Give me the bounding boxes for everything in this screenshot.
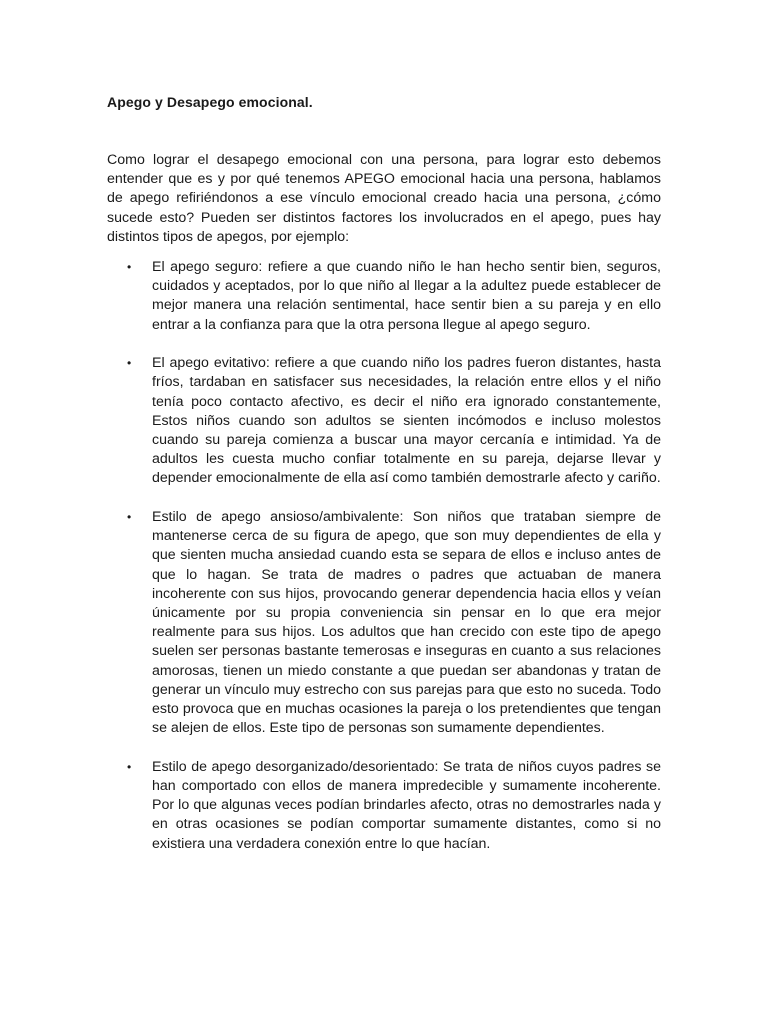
list-item-apego-ansioso-ambivalente — [127, 508, 661, 738]
list-item-apego-evitativo — [127, 354, 661, 488]
intro-paragraph: Como lograr el desapego emocional con una persona, para lograr esto debemos entender que es y por qué tenemos APEGO emocional hacia una persona, hablamos de apego refiriéndonos a ese vínculo emocional creado hacia una persona, ¿cómo sucede esto? Pueden ser distintos factores los involucrados en el apego, pues hay distintos tipos de apegos, por ejemplo: — [107, 152, 661, 245]
bullet-icon: • — [127, 759, 132, 774]
list-item-text: El apego seguro: refiere a que cuando niño le han hecho sentir bien, seguros, cuidados y aceptados, por lo que niño al llegar a la adultez puede establecer de mejor manera una relación sentimental, hace sentir bien a su pareja y en ello entrar a la confianza para que la otra persona llegue al apego seguro. — [152, 259, 661, 333]
list-item-text: El apego evitativo: refiere a que cuando niño los padres fueron distantes, hasta fríos, tardaban en satisfacer sus necesidades, la relación entre ellos y el niño tenía poco contacto afectivo, es decir el niño era ignorado constantemente, Estos niños cuando son adultos se sienten incómodos e incluso molestos cuando su pareja comienza a buscar una mayor cercanía e intimidad. Ya de adultos les cuesta mucho confiar totalmente en su pareja, dejarse llevar y depender emocionalmente de ella así como también demostrarle afecto y cariño. — [152, 355, 661, 487]
list-item-text: Estilo de apego desorganizado/desorientado: Se trata de niños cuyos padres se han comportado con ellos de manera impredecible y sumamente incoherente. Por lo que algunas veces podían brindarles afecto, otras no demostrarles nada y en otras ocasiones se podían comportar sumamente distantes, como si no existiera una verdadera conexión entre lo que hacían. — [152, 758, 661, 852]
bullet-icon: • — [127, 356, 132, 371]
list-item-apego-seguro — [127, 258, 661, 335]
attachment-types-list — [127, 258, 661, 873]
list-item-text: Estilo de apego ansioso/ambivalente: Son niños que trataban siempre de mantenerse cerca de su figura de apego, que son muy dependientes de ella y que sienten mucha ansiedad cuando esta se separa de ellos e incluso antes de que lo hagan. Se trata de madres o padres que actuaban de manera incoherente con sus hijos, provocando generar dependencia hacia ellos y veían únicamente por su propia conveniencia sin pensar en lo que era mejor realmente para sus hijos. Los adultos que han crecido con este tipo de apego suelen ser personas bastante temerosas e inseguras en cuanto a sus relaciones amorosas, tienen un miedo constante a que puedan ser abandonas y tratan de generar un vínculo muy estrecho con sus parejas para que esto no suceda. Todo esto provoca que en muchas ocasiones la pareja o los pretendientes que tengan se alejen de ellos. Este tipo de personas son sumamente dependientes. — [152, 509, 661, 737]
list-item-apego-desorganizado — [127, 758, 661, 854]
bullet-icon: • — [127, 260, 132, 274]
document-title: Apego y Desapego emocional. — [107, 94, 313, 110]
bullet-icon: • — [127, 510, 132, 525]
